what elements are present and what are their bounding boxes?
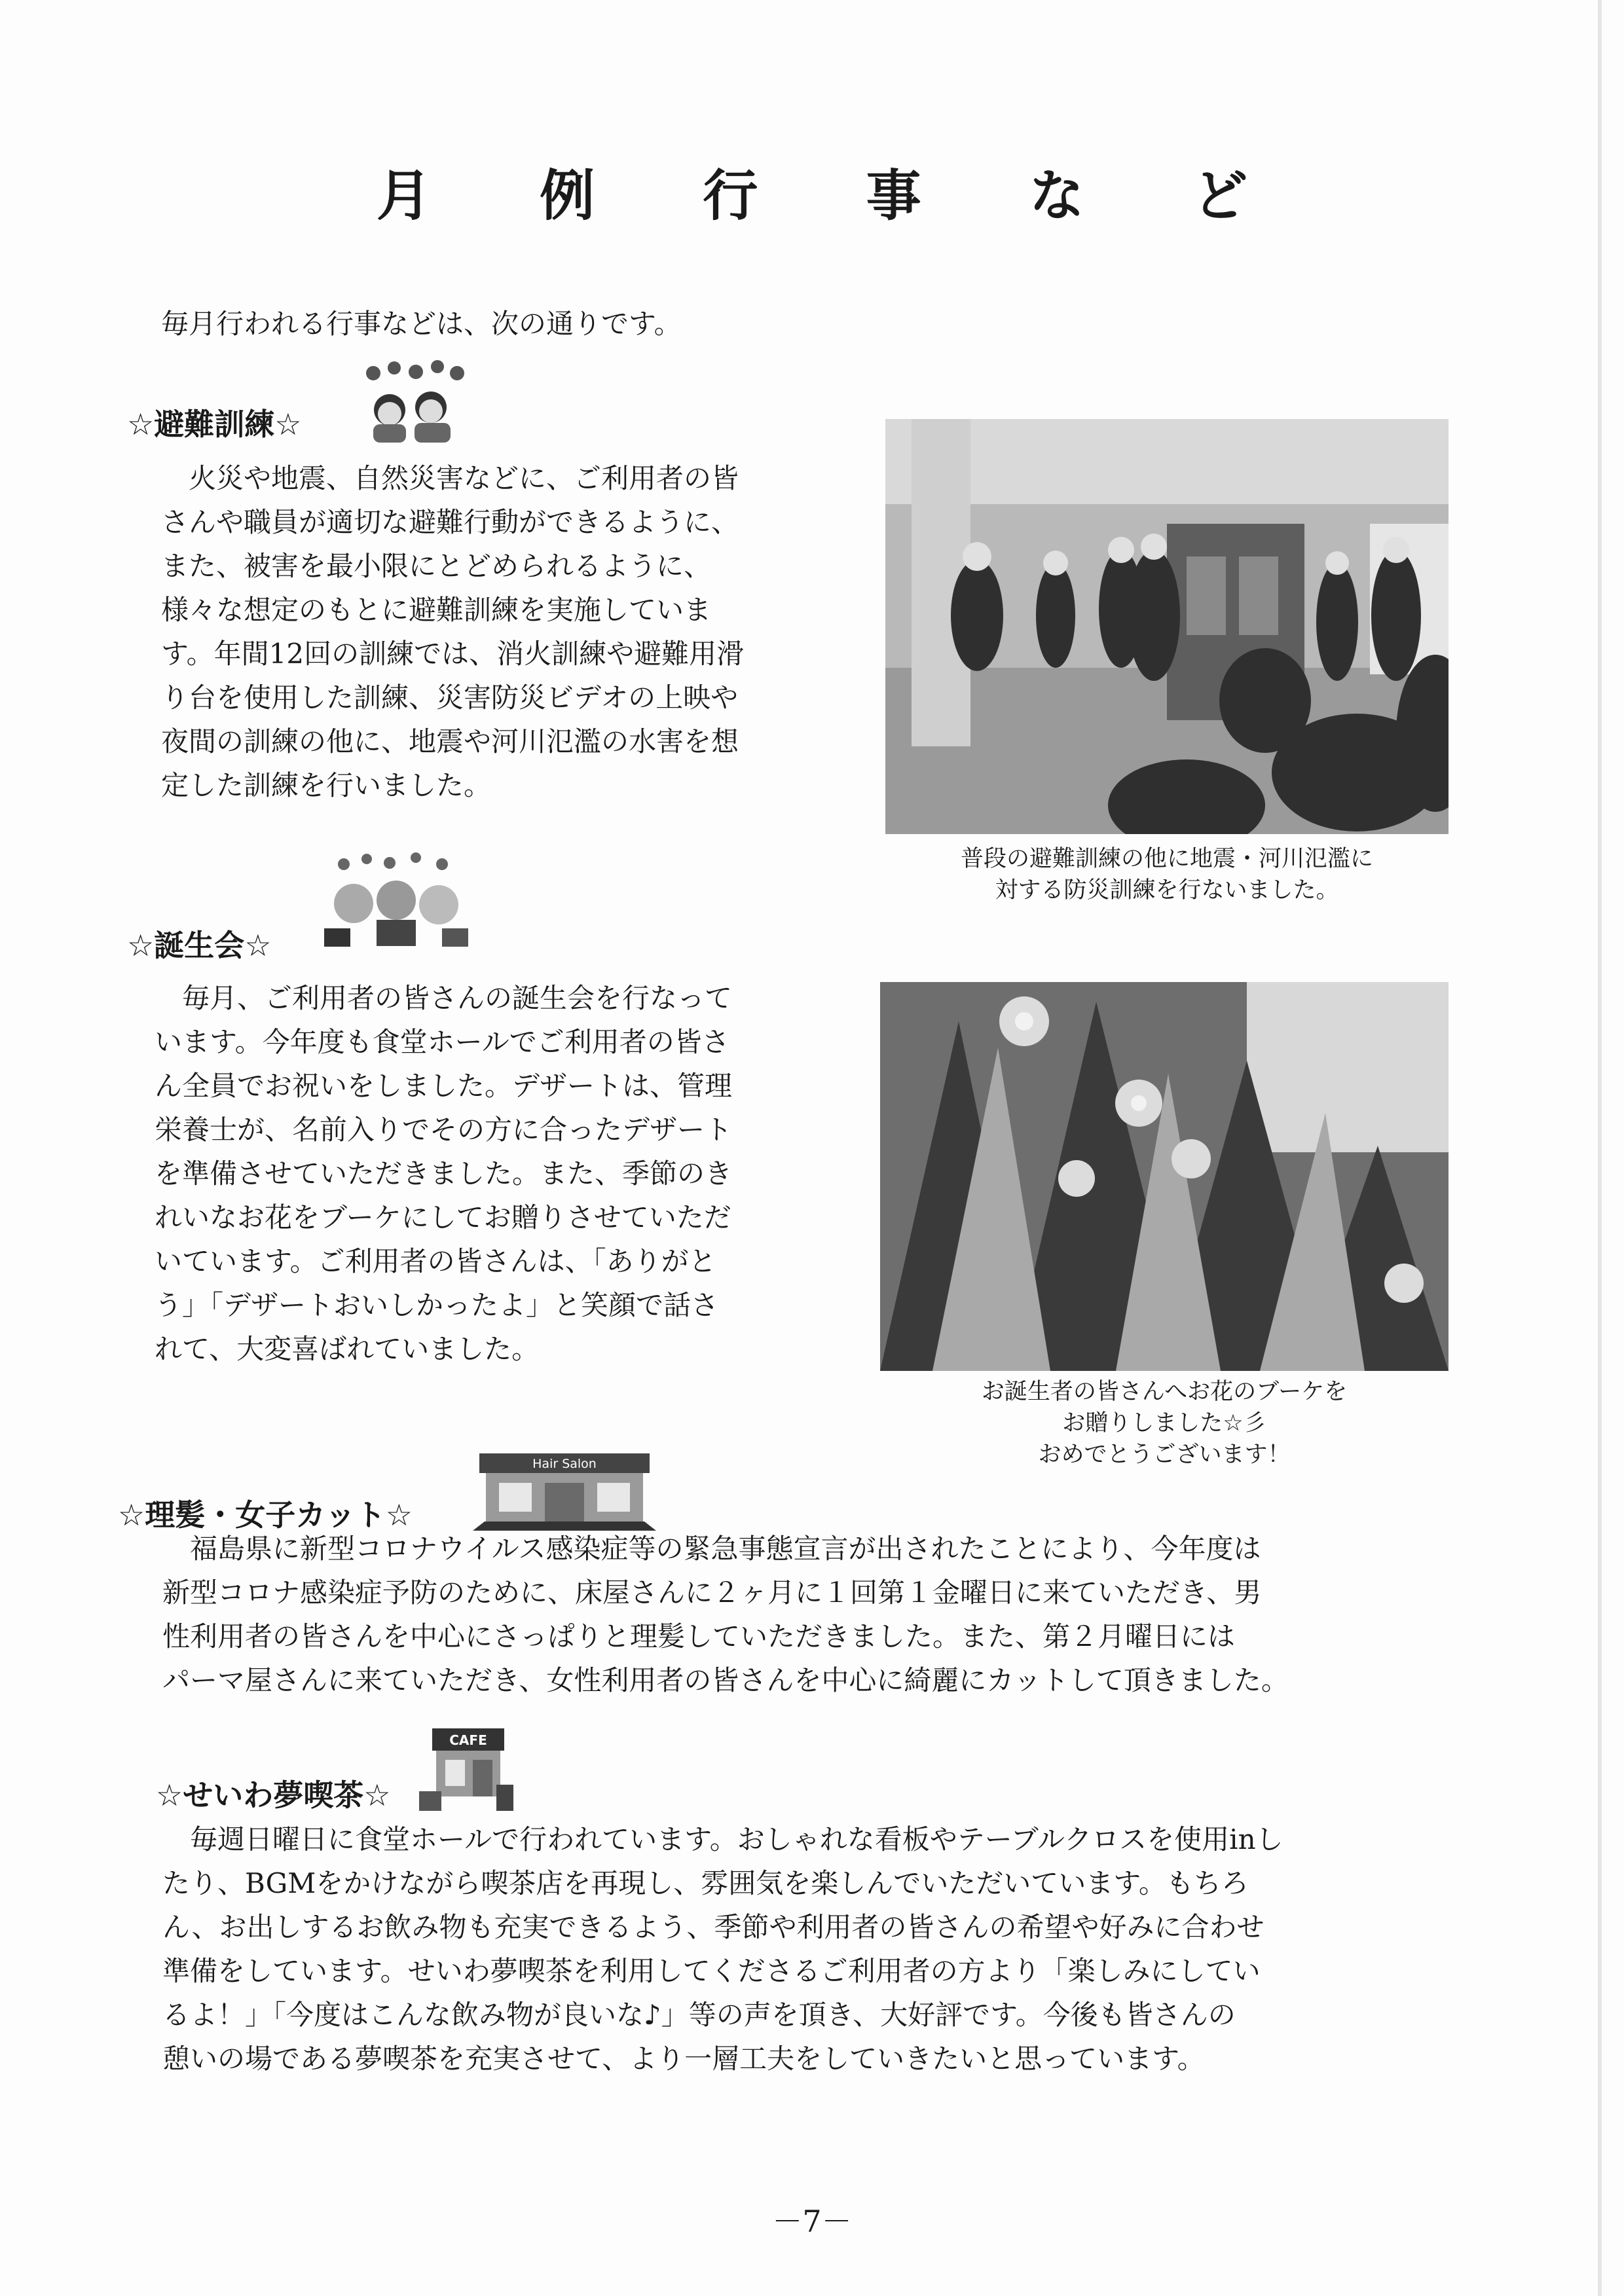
section-heading-evacuation: ☆避難訓練☆ [127, 407, 302, 442]
haircut-paragraph [162, 1527, 1289, 1702]
section-heading-haircut: ☆理髪・女子カット☆ [118, 1497, 413, 1533]
page-number: －7－ [772, 2204, 852, 2239]
caption-line: 普段の避難訓練の他に地震・河川氾濫に [960, 846, 1373, 872]
birthday-paragraph [155, 976, 732, 1371]
evacuation-drill-illustration [354, 359, 471, 444]
section-heading-birthday: ☆誕生会☆ [127, 928, 272, 963]
hair-salon-sign-text: Hair Salon [532, 1457, 597, 1471]
birthday-line: れいなお花をブーケにしてお贈りさせていただ [155, 1201, 731, 1233]
cafe-line: 憩いの場である夢喫茶を充実させて、より一層工夫をしていきたいと思っています。 [162, 2043, 1205, 2075]
birthday-party-illustration [318, 851, 475, 949]
cafe-line: 準備をしています。せいわ夢喫茶を利用してくださるご利用者の方より「楽しみにしてい [162, 1955, 1261, 1987]
birthday-line: れて、大変喜ばれていました。 [155, 1333, 540, 1365]
haircut-line: 福島県に新型コロナウイルス感染症等の緊急事態宣言が出されたことにより、今年度は [190, 1533, 1261, 1565]
evacuation-line: 定した訓練を行いました。 [161, 769, 492, 801]
haircut-line: パーマ屋さんに来ていただき、女性利用者の皆さんを中心に綺麗にカットして頂きました。 [162, 1664, 1289, 1696]
caption-line: おめでとうございます！ [1038, 1442, 1291, 1468]
birthday-line: を準備させていただきました。また、季節のき [155, 1157, 733, 1190]
flower-bouquet-photo [880, 982, 1449, 1371]
birthday-line: ん全員でお祝いをしました。デザートは、管理 [155, 1070, 733, 1102]
page-title: 月 例 行 事 な ど [376, 163, 1293, 228]
haircut-line: 新型コロナ感染症予防のために、床屋さんに２ヶ月に１回第１金曜日に来ていただき、男 [162, 1576, 1262, 1609]
haircut-line: 性利用者の皆さんを中心にさっぱりと理髪していただきました。また、第２月曜日には [162, 1620, 1236, 1652]
birthday-line: います。今年度も食堂ホールでご利用者の皆さ [155, 1026, 729, 1058]
birthday-line: 毎月、ご利用者の皆さんの誕生会を行なって [182, 982, 733, 1014]
cafe-illustration [419, 1728, 517, 1813]
evacuation-line: また、被害を最小限にとどめられるように、 [161, 550, 712, 582]
cafe-line: 毎週日曜日に食堂ホールで行われています。おしゃれな看板やテーブルクロスを使用inし [190, 1823, 1283, 1855]
evacuation-line: 様々な想定のもとに避難訓練を実施していま [161, 594, 712, 626]
evacuation-line: 夜間の訓練の他に、地震や河川氾濫の水害を想 [161, 725, 739, 757]
cafe-line: ん、お出しするお飲み物も充実できるよう、季節や利用者の皆さんの希望や好みに合わせ [162, 1911, 1264, 1943]
birthday-line: いています。ご利用者の皆さんは、「ありがと [155, 1245, 716, 1277]
caption-line: お誕生者の皆さんへお花のブーケを [981, 1379, 1348, 1405]
evacuation-paragraph [161, 456, 744, 807]
intro-text: 毎月行われる行事などは、次の通りです。 [161, 308, 682, 340]
evacuation-line: 火災や地震、自然災害などに、ご利用者の皆 [189, 462, 739, 494]
evacuation-line: さんや職員が適切な避難行動ができるように、 [161, 506, 739, 538]
page-edge-shadow [1598, 0, 1602, 2296]
hair-salon-illustration [473, 1453, 656, 1531]
evacuation-line: り台を使用した訓練、災害防災ビデオの上映や [161, 682, 739, 714]
cafe-sign-text: CAFE [449, 1732, 487, 1748]
cafe-line: るよ！」「今度はこんな飲み物が良いな♪」等の声を頂き、大好評です。今後も皆さんの [162, 1999, 1236, 2031]
bouquet-photo-caption [880, 1376, 1449, 1470]
section-heading-cafe: ☆せいわ夢喫茶☆ [156, 1777, 391, 1813]
caption-line: お贈りしました☆彡 [1062, 1410, 1266, 1436]
caption-line: 対する防災訓練を行ないました。 [995, 877, 1339, 903]
evacuation-drill-photo [885, 419, 1449, 834]
cafe-paragraph [162, 1817, 1283, 2081]
evacuation-photo-caption [885, 843, 1449, 906]
birthday-line: 栄養士が、名前入りでその方に合ったデザート [155, 1114, 733, 1146]
cafe-line: たり、BGMをかけながら喫茶店を再現し、雰囲気を楽しんでいただいています。もちろ [162, 1867, 1249, 1899]
birthday-line: う」「デザートおいしかったよ」と笑顔で話さ [155, 1289, 719, 1321]
evacuation-line: す。年間12回の訓練では、消火訓練や避難用滑 [161, 638, 745, 670]
